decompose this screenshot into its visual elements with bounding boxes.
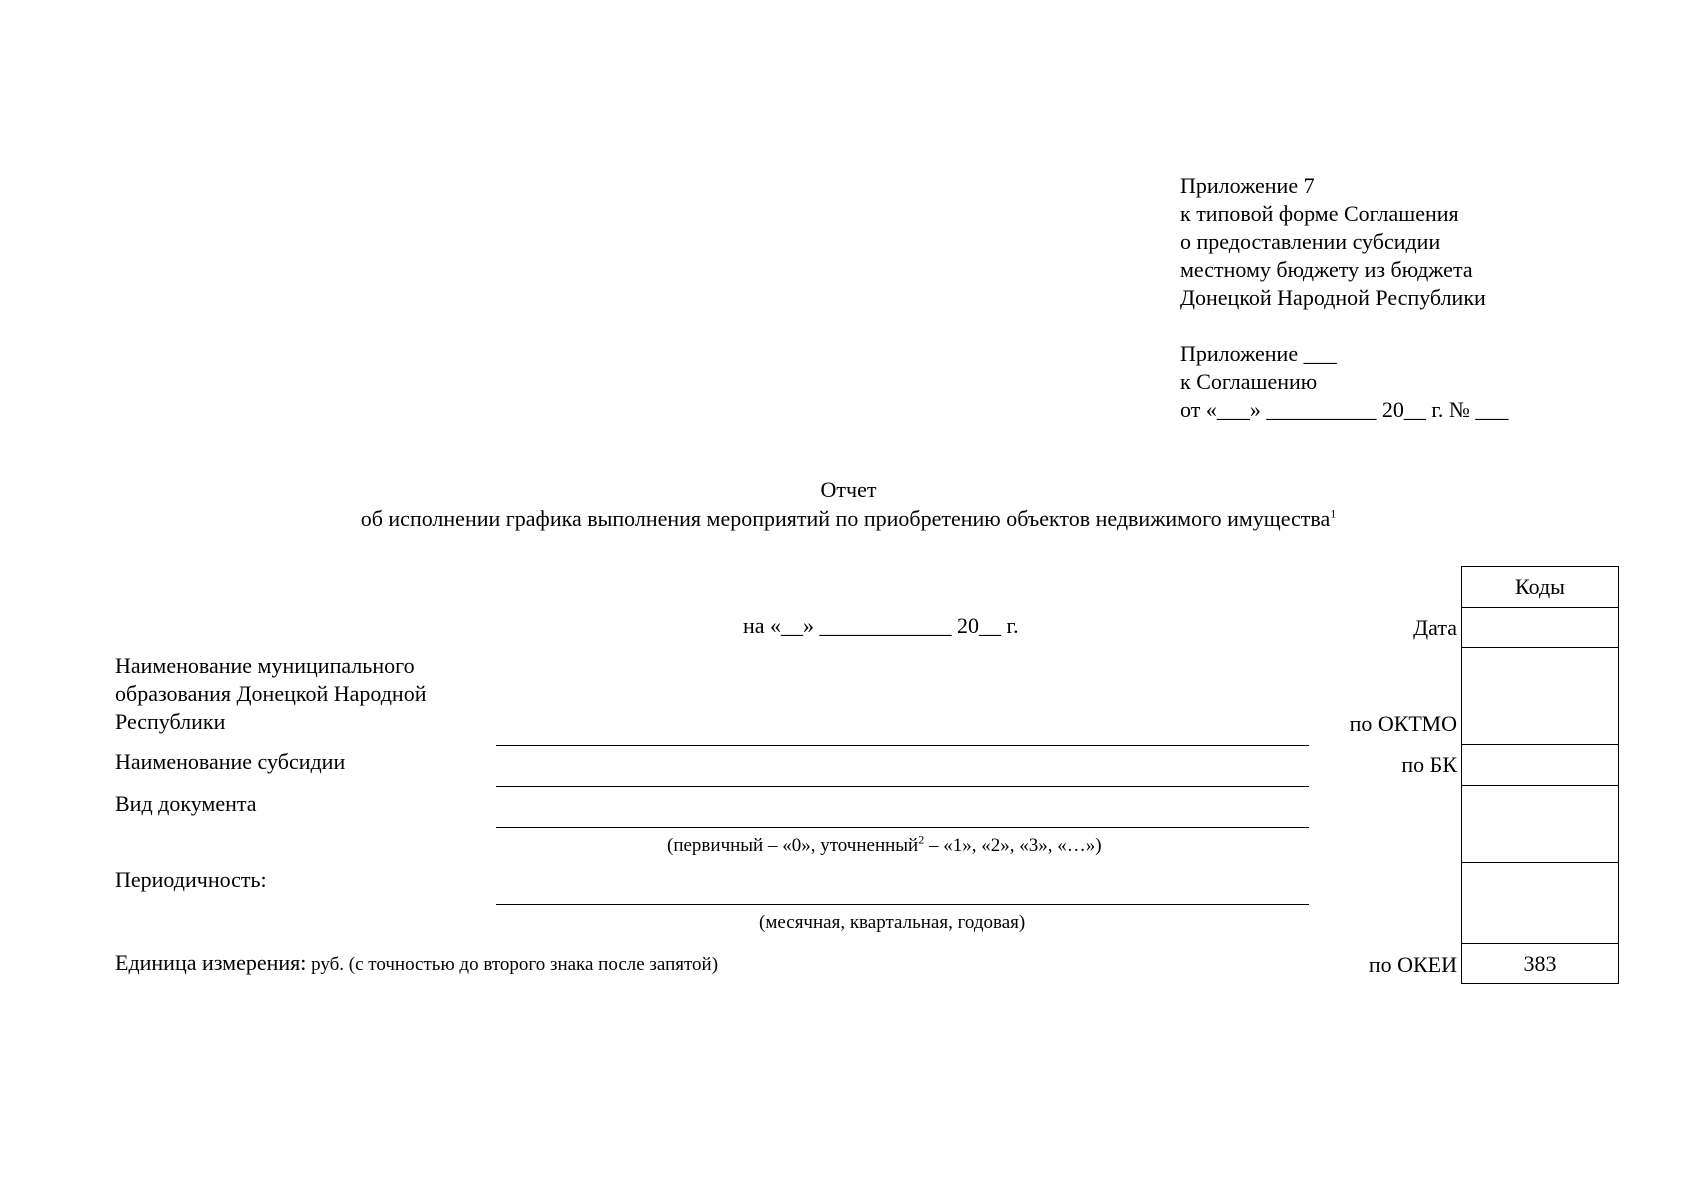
report-subtitle-text: об исполнении графика выполнения мероприятий по приобретению объектов недвижимого имущества	[360, 506, 1331, 531]
subsidy-field-line[interactable]	[496, 786, 1309, 787]
doc-type-label: Вид документа	[115, 791, 257, 816]
appendix-line: к типовой форме Соглашения	[1180, 201, 1459, 226]
okei-code-label: по ОКЕИ	[1368, 952, 1457, 977]
date-code-cell[interactable]	[1462, 608, 1619, 648]
doc-type-code-cell[interactable]	[1462, 786, 1619, 863]
periodicity-code-cell[interactable]	[1462, 863, 1619, 944]
municipality-label	[115, 652, 426, 736]
footnote-mark: 1	[1330, 506, 1337, 521]
periodicity-label: Периодичность:	[115, 867, 267, 892]
annex-line: от «___» __________ 20__ г. № ___	[1180, 397, 1509, 422]
bk-code-label: по БК	[1401, 752, 1457, 777]
doc-type-hint	[667, 834, 1102, 858]
periodicity-field-line[interactable]	[496, 904, 1309, 905]
okei-code-cell: 383	[1462, 944, 1619, 984]
unit-label: Единица измерения:	[115, 950, 307, 975]
doc-type-hint-text: – «1», «2», «3», «…»)	[924, 835, 1102, 856]
oktmo-code-cell[interactable]	[1462, 648, 1619, 745]
municipality-label-line: Республики	[115, 709, 226, 734]
unit-value: руб. (с точностью до второго знака после запятой)	[306, 954, 719, 975]
annex-line: к Соглашению	[1180, 369, 1318, 394]
appendix-block	[1180, 172, 1486, 312]
report-title: Отчет	[820, 477, 877, 502]
municipality-field-line[interactable]	[496, 745, 1309, 746]
appendix-line: о предоставлении субсидии	[1180, 229, 1441, 254]
subsidy-label: Наименование субсидии	[115, 749, 346, 774]
periodicity-hint: (месячная, квартальная, годовая)	[759, 912, 1026, 933]
doc-type-hint-text: (первичный – «0», уточненный	[667, 835, 919, 856]
codes-header: Коды	[1462, 567, 1619, 608]
appendix-line: местному бюджету из бюджета	[1180, 257, 1473, 282]
agreement-annex-block	[1180, 340, 1508, 424]
doc-type-field-line[interactable]	[496, 827, 1309, 828]
appendix-line: Приложение 7	[1180, 173, 1315, 198]
appendix-line: Донецкой Народной Республики	[1180, 285, 1486, 310]
date-code-label: Дата	[1413, 615, 1457, 640]
municipality-label-line: Наименование муниципального	[115, 653, 415, 678]
report-subtitle	[0, 505, 1697, 533]
annex-line: Приложение ___	[1180, 341, 1337, 366]
unit-row	[115, 949, 718, 977]
oktmo-code-label: по ОКТМО	[1349, 711, 1457, 736]
municipality-label-line: образования Донецкой Народной	[115, 681, 427, 706]
bk-code-cell[interactable]	[1462, 745, 1619, 786]
report-date-line: на «__» ____________ 20__ г.	[743, 613, 1019, 638]
footnote-mark: 2	[918, 832, 925, 847]
codes-table	[1461, 566, 1619, 984]
